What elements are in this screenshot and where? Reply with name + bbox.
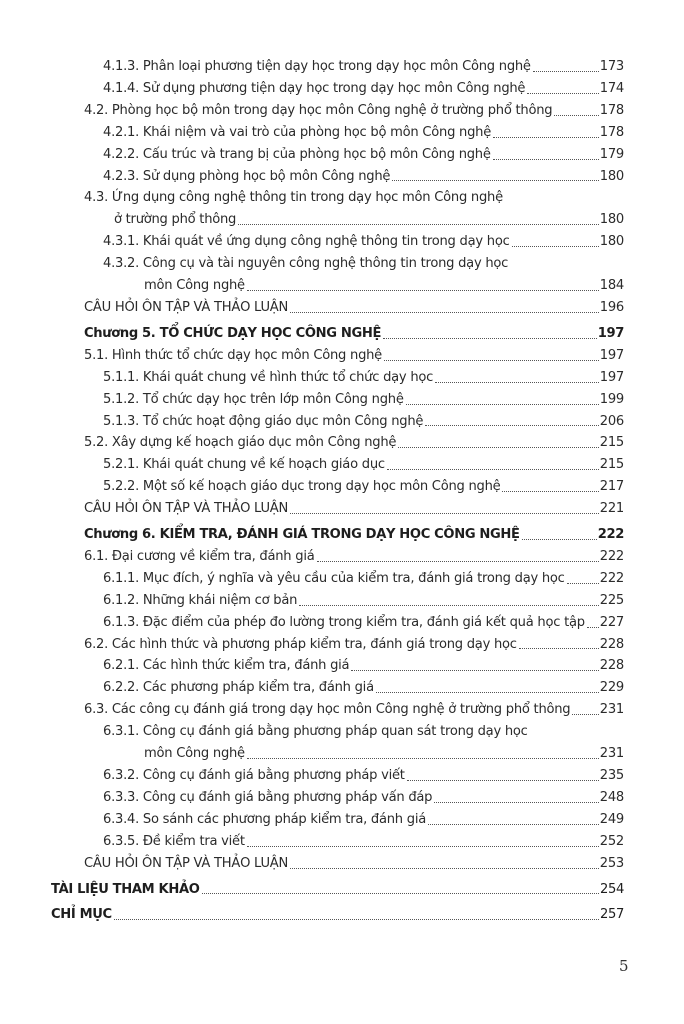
toc-review-questions[interactable]: CÂU HỎI ÔN TẬP VÀ THẢO LUẬN 196	[0, 297, 684, 319]
toc-entry[interactable]: 4.3.2. Công cụ và tài nguyên công nghệ thông tin trong dạy học môn Công nghệ 184	[0, 253, 684, 297]
toc-entry[interactable]: 5.2.2. Một số kế hoạch giáo dục trong dạy học môn Công nghệ 217	[0, 476, 684, 498]
toc-entry[interactable]: 5.1.2. Tổ chức dạy học trên lớp môn Công nghệ 199	[0, 389, 684, 411]
toc-entry[interactable]: 4.2.3. Sử dụng phòng học bộ môn Công nghệ 180	[0, 166, 684, 188]
toc-entry[interactable]: 4.2.2. Cấu trúc và trang bị của phòng học bộ môn Công nghệ 179	[0, 144, 684, 166]
toc-entry[interactable]: 6.3.4. So sánh các phương pháp kiểm tra, đánh giá 249	[0, 809, 684, 831]
toc-chapter[interactable]: Chương 5. TỔ CHỨC DẠY HỌC CÔNG NGHỆ 197	[0, 323, 684, 345]
toc-entry[interactable]: 6.3.2. Công cụ đánh giá bằng phương pháp viết 235	[0, 765, 684, 787]
toc-section[interactable]: 4.3. Ứng dụng công nghệ thông tin trong dạy học môn Công nghệ ở trường phổ thông 180	[0, 187, 684, 231]
toc-section[interactable]: 5.1. Hình thức tổ chức dạy học môn Công nghệ 197	[0, 345, 684, 367]
toc-entry[interactable]: 6.1.1. Mục đích, ý nghĩa và yêu cầu của kiểm tra, đánh giá trong dạy học 222	[0, 568, 684, 590]
toc-entry[interactable]: 6.3.1. Công cụ đánh giá bằng phương pháp quan sát trong dạy học môn Công nghệ 231	[0, 721, 684, 765]
toc-entry[interactable]: 5.2.1. Khái quát chung về kế hoạch giáo dục 215	[0, 454, 684, 476]
toc-entry[interactable]: 6.3.5. Đề kiểm tra viết 252	[0, 831, 684, 853]
toc-section[interactable]: 6.3. Các công cụ đánh giá trong dạy học môn Công nghệ ở trường phổ thông 231	[0, 699, 684, 721]
table-of-contents	[0, 56, 684, 926]
toc-entry[interactable]: 5.1.1. Khái quát chung về hình thức tổ chức dạy học 197	[0, 367, 684, 389]
toc-section[interactable]: 6.1. Đại cương về kiểm tra, đánh giá 222	[0, 546, 684, 568]
toc-section[interactable]: 4.2. Phòng học bộ môn trong dạy học môn Công nghệ ở trường phổ thông 178	[0, 100, 684, 122]
toc-entry[interactable]: 4.2.1. Khái niệm và vai trò của phòng học bộ môn Công nghệ 178	[0, 122, 684, 144]
toc-index[interactable]: CHỈ MỤC 257	[0, 904, 684, 926]
toc-review-questions[interactable]: CÂU HỎI ÔN TẬP VÀ THẢO LUẬN 253	[0, 853, 684, 875]
toc-entry[interactable]: 4.1.4. Sử dụng phương tiện dạy học trong dạy học môn Công nghệ 174	[0, 78, 684, 100]
toc-entry[interactable]: 6.3.3. Công cụ đánh giá bằng phương pháp vấn đáp 248	[0, 787, 684, 809]
toc-entry[interactable]: 5.1.3. Tổ chức hoạt động giáo dục môn Công nghệ 206	[0, 411, 684, 433]
toc-entry[interactable]: 6.2.2. Các phương pháp kiểm tra, đánh giá 229	[0, 677, 684, 699]
toc-entry[interactable]: 6.1.2. Những khái niệm cơ bản 225	[0, 590, 684, 612]
toc-section[interactable]: 6.2. Các hình thức và phương pháp kiểm tra, đánh giá trong dạy học 228	[0, 634, 684, 656]
page-number: 5	[619, 957, 629, 975]
toc-section[interactable]: 5.2. Xây dựng kế hoạch giáo dục môn Công nghệ 215	[0, 432, 684, 454]
toc-review-questions[interactable]: CÂU HỎI ÔN TẬP VÀ THẢO LUẬN 221	[0, 498, 684, 520]
toc-chapter[interactable]: Chương 6. KIỂM TRA, ĐÁNH GIÁ TRONG DẠY HỌC CÔNG NGHỆ 222	[0, 524, 684, 546]
toc-entry[interactable]: 6.2.1. Các hình thức kiểm tra, đánh giá 228	[0, 655, 684, 677]
toc-entry[interactable]: 4.3.1. Khái quát về ứng dụng công nghệ thông tin trong dạy học 180	[0, 231, 684, 253]
toc-entry[interactable]: 6.1.3. Đặc điểm của phép đo lường trong kiểm tra, đánh giá kết quả học tập 227	[0, 612, 684, 634]
toc-references[interactable]: TÀI LIỆU THAM KHẢO 254	[0, 879, 684, 901]
toc-entry[interactable]: 4.1.3. Phân loại phương tiện dạy học trong dạy học môn Công nghệ 173	[0, 56, 684, 78]
